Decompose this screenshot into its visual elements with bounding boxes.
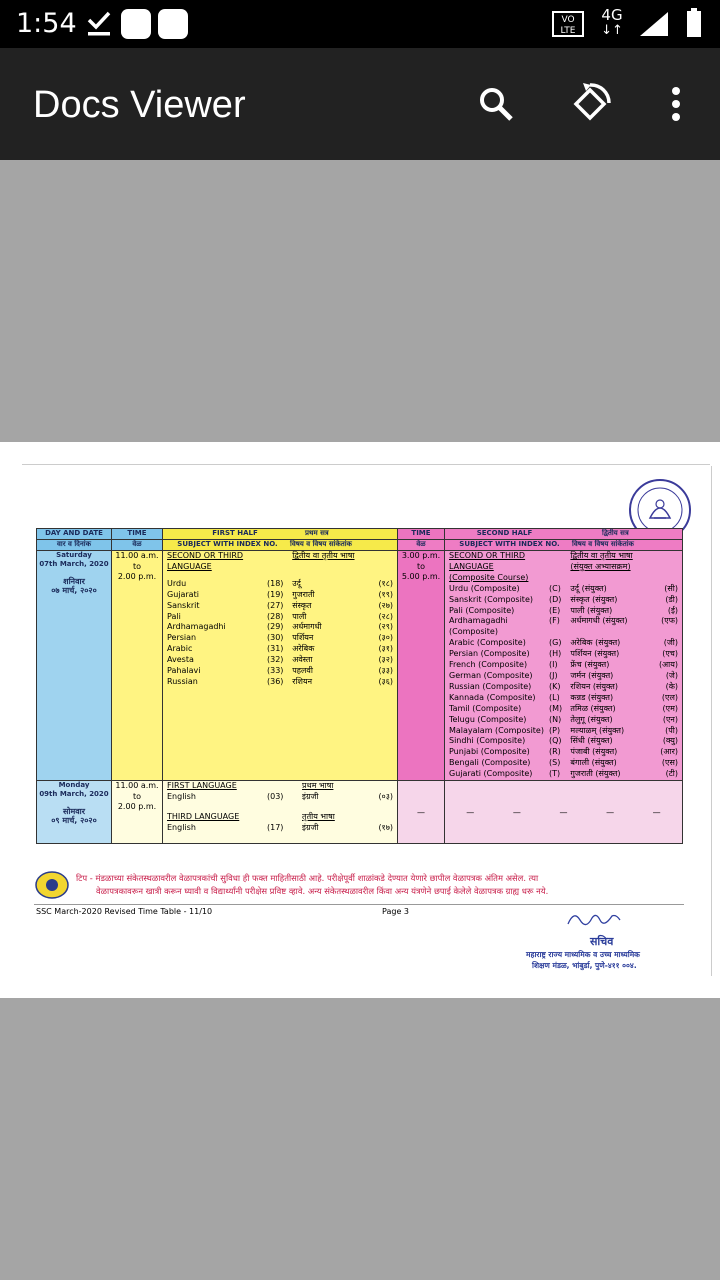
notification-square-icon-2 — [158, 9, 188, 43]
header-second-half: SECOND HALF द्वितीय सत्र — [445, 529, 683, 540]
subject-row: Avesta (32) अवेस्ता (३२) — [167, 655, 393, 665]
row2-first-half-cell: FIRST LANGUAGE प्रथम भाषा English (03) इंग्रजी (०३) THIRD LANGUAGE तृतीय भाषा English (17) इंग्रजी (१७) — [163, 781, 398, 844]
subject-row: Punjabi (Composite) (R) पंजाबी (संयुक्त) (आर) — [449, 747, 678, 757]
row2-time-cell-2: — — [398, 781, 445, 844]
check-icon — [86, 10, 112, 42]
subject-row: Bengali (Composite) (S) बंगाली (संयुक्त) (एस) — [449, 758, 678, 768]
header-subject-index: SUBJECT WITH INDEX NO. विषय व विषय सांकेतांक — [163, 540, 398, 551]
subject-row: Sanskrit (Composite) (D) संस्कृत (संयुक्त) (डी) — [449, 594, 678, 604]
note-text: टिप - मंडळाच्या संकेतस्थळावरील वेळापत्रकांची सुविधा ही फक्त माहितीसाठी आहे. परीक्षेपूर्वी शाळांकडे देण्यात येणारे छापील वेळापत्रक अंतिम असेल. त्या वेळापत्रकावरून खात्री करून घ्यावी व विद्यार्थ्यांनी परीक्षेस प्रविष्ट व्हावे. अन्य संकेतस्थळावरील किंवा अन्य यंत्रणेने छपाई केलेले वेळापत्रक ग्राह्य धरू नये. — [76, 873, 549, 896]
svg-text:VO: VO — [561, 15, 575, 25]
subject-row: Ardhamagadhi (F) अर्धमागधी (संयुक्त) (एफ) — [449, 616, 678, 626]
signal-icon — [638, 10, 670, 42]
status-bar — [0, 0, 720, 48]
subject-row: Russian (36) रशियन (३६) — [167, 676, 393, 686]
subject-row: Gujarati (19) गुजराती (१९) — [167, 589, 393, 599]
row2-time-cell: 11.00 a.m. to 2.00 p.m. — [112, 781, 163, 844]
search-icon — [476, 84, 516, 124]
row1-time-cell: 11.00 a.m. to 2.00 p.m. — [112, 551, 163, 781]
header-day-date: DAY AND DATE — [37, 529, 112, 540]
document-page[interactable] — [0, 442, 720, 998]
row1-time-cell-2: 3.00 p.m. to 5.00 p.m. — [398, 551, 445, 781]
subject-row: Pali (Composite) (E) पाली (संयुक्त) (ई) — [449, 605, 678, 615]
signatory-org-line2: शिक्षण मंडळ, भांबुर्डा, पुणे-४११ ००४. — [532, 961, 637, 970]
svg-text:LTE: LTE — [560, 26, 576, 36]
notification-square-icon — [121, 9, 151, 43]
signatory-title: सचिव — [590, 935, 614, 948]
subject-row: English (17) इंग्रजी (१७) — [167, 822, 393, 832]
volte-icon — [552, 11, 584, 41]
subject-row: Malayalam (Composite) (P) मल्याळम् (संयुक्त) (पी) — [449, 725, 678, 735]
subject-row: Persian (Composite) (H) पर्शियन (संयुक्त) (एच) — [449, 649, 678, 659]
app-bar — [0, 48, 720, 160]
subject-row: Pali (28) पाली (२८) — [167, 611, 393, 621]
header-time-mr-2: वेळ — [398, 540, 445, 551]
page-number: Page 3 — [382, 907, 409, 916]
signature-image — [566, 908, 622, 934]
subject-row: Persian (30) पर्शियन (३०) — [167, 633, 393, 643]
subject-row: German (Composite) (J) जर्मन (संयुक्त) (जे) — [449, 670, 678, 680]
row1-first-half-cell: SECOND OR THIRD द्वितीय वा तृतीय भाषा LANGUAGE Urdu (18) उर्दू (१८) Gujarati (19) गुजराती (१९) Sanskrit (27) संस्कृत (२७) Pali (28) पाली (२८) Ardhamagadhi (29) अर्धमागधी (२९) Persian (30) पर्शियन (३०) Arabic (31) अरेबिक (३१) Avesta (32) अवेस्ता (३२) Pahalavi (33) पहलवी (३३) Russian (36) रशियन (३६) — [163, 551, 398, 781]
time-table — [36, 528, 683, 844]
search-button[interactable] — [470, 78, 522, 130]
network-type-icon: 4G ↓↑ — [601, 6, 623, 38]
row2-second-half-cell: — — — — — — [445, 781, 683, 844]
footer-divider — [34, 904, 684, 905]
signatory-org-line1: महाराष्ट्र राज्य माध्यमिक व उच्च माध्यमिक — [526, 950, 640, 959]
subject-row: Tamil (Composite) (M) तमिळ (संयुक्त) (एम) — [449, 703, 678, 713]
subject-row: (Composite) — [449, 627, 498, 637]
subject-row: Urdu (Composite) (C) उर्दू (संयुक्त) (सी) — [449, 583, 678, 593]
more-options-button[interactable] — [650, 78, 702, 130]
app-title: Docs Viewer — [33, 84, 246, 126]
status-time: 1:54 — [16, 8, 77, 39]
subject-row: English (03) इंग्रजी (०३) — [167, 791, 393, 801]
page-edge-right — [711, 466, 712, 976]
battery-icon — [686, 8, 702, 42]
subject-row: Ardhamagadhi (29) अर्धमागधी (२९) — [167, 622, 393, 632]
subject-row: Sanskrit (27) संस्कृत (२७) — [167, 600, 393, 610]
subject-row: Urdu (18) उर्दू (१८) — [167, 578, 393, 588]
subject-row: Arabic (Composite) (G) अरेबिक (संयुक्त) (जी) — [449, 638, 678, 648]
footer-left: SSC March-2020 Revised Time Table - 11/10 — [36, 907, 213, 916]
page-edge-line — [22, 464, 710, 465]
row2-day-cell: Monday 09th March, 2020 सोमवार ०९ मार्च, २०२० — [37, 781, 112, 844]
subject-row: Kannada (Composite) (L) कन्नड (संयुक्त) (एल) — [449, 692, 678, 702]
header-subject-index-2: SUBJECT WITH INDEX NO. विषय व विषय सांकेतांक — [445, 540, 683, 551]
subject-row: Telugu (Composite) (N) तेलुगू (संयुक्त) (एन) — [449, 714, 678, 724]
subject-row: Sindhi (Composite) (Q) सिंधी (संयुक्त) (क्यु) — [449, 736, 678, 746]
row1-second-half-cell: SECOND OR THIRD द्वितीय वा तृतीय भाषा LANGUAGE (संयुक्त अभ्यासक्रम) (Composite Course) Urdu (Composite) (C) उर्दू (संयुक्त) (सी) Sanskrit (Composite) (D) संस्कृत (संयुक्त) (डी) Pali (Composite) (E) पाली (संयुक्त) (ई) Ardhamagadhi (F) अर्धमागधी (संयुक्त) (एफ) (Composite) Arabic (Composite) (G) अरेबिक (संयुक्त) (जी) Persian (Composite) (H) पर्शियन (संयुक्त) (एच) French (Composite) (I) फ्रेंच (संयुक्त) (आय) German (Composite) (J) जर्मन (संयुक्त) (जे) Russian (Composite) (K) रशियन (संयुक्त) (के) Kannada (Composite) (L) कन्नड (संयुक्त) (एल) Tamil (Composite) (M) तमिळ (संयुक्त) (एम) Telugu (Composite) (N) तेलुगू (संयुक्त) (एन) Malayalam (Composite) (P) मल्याळम् (संयुक्त) (पी) Sindhi (Composite) (Q) सिंधी (संयुक्त) (क्यु) Punjabi (Composite) (R) पंजाबी (संयुक्त) (आर) Bengali (Composite) (S) बंगाली (संयुक्त) (एस) Gujarati (Composite) (T) गुजराती (संयुक्त) (टी) — [445, 551, 683, 781]
header-time: TIME — [112, 529, 163, 540]
row1-day-cell: Saturday 07th March, 2020 शनिवार ०७ मार्च, २०२० — [37, 551, 112, 781]
subject-row: Russian (Composite) (K) रशियन (संयुक्त) (के) — [449, 681, 678, 691]
rotate-icon — [568, 81, 614, 127]
rotate-button[interactable] — [565, 78, 617, 130]
subject-row: Gujarati (Composite) (T) गुजराती (संयुक्त) (टी) — [449, 769, 678, 779]
header-time-2: TIME — [398, 529, 445, 540]
subject-row: Arabic (31) अरेबिक (३१) — [167, 644, 393, 654]
more-vert-icon — [666, 84, 686, 124]
header-time-mr: वेळ — [112, 540, 163, 551]
header-first-half: FIRST HALF प्रथम सत्र — [163, 529, 398, 540]
board-logo-small — [34, 870, 70, 904]
subject-row: French (Composite) (I) फ्रेंच (संयुक्त) (आय) — [449, 660, 678, 670]
header-day-date-mr: वार व दिनांक — [37, 540, 112, 551]
subject-row: Pahalavi (33) पहलवी (३३) — [167, 666, 393, 676]
